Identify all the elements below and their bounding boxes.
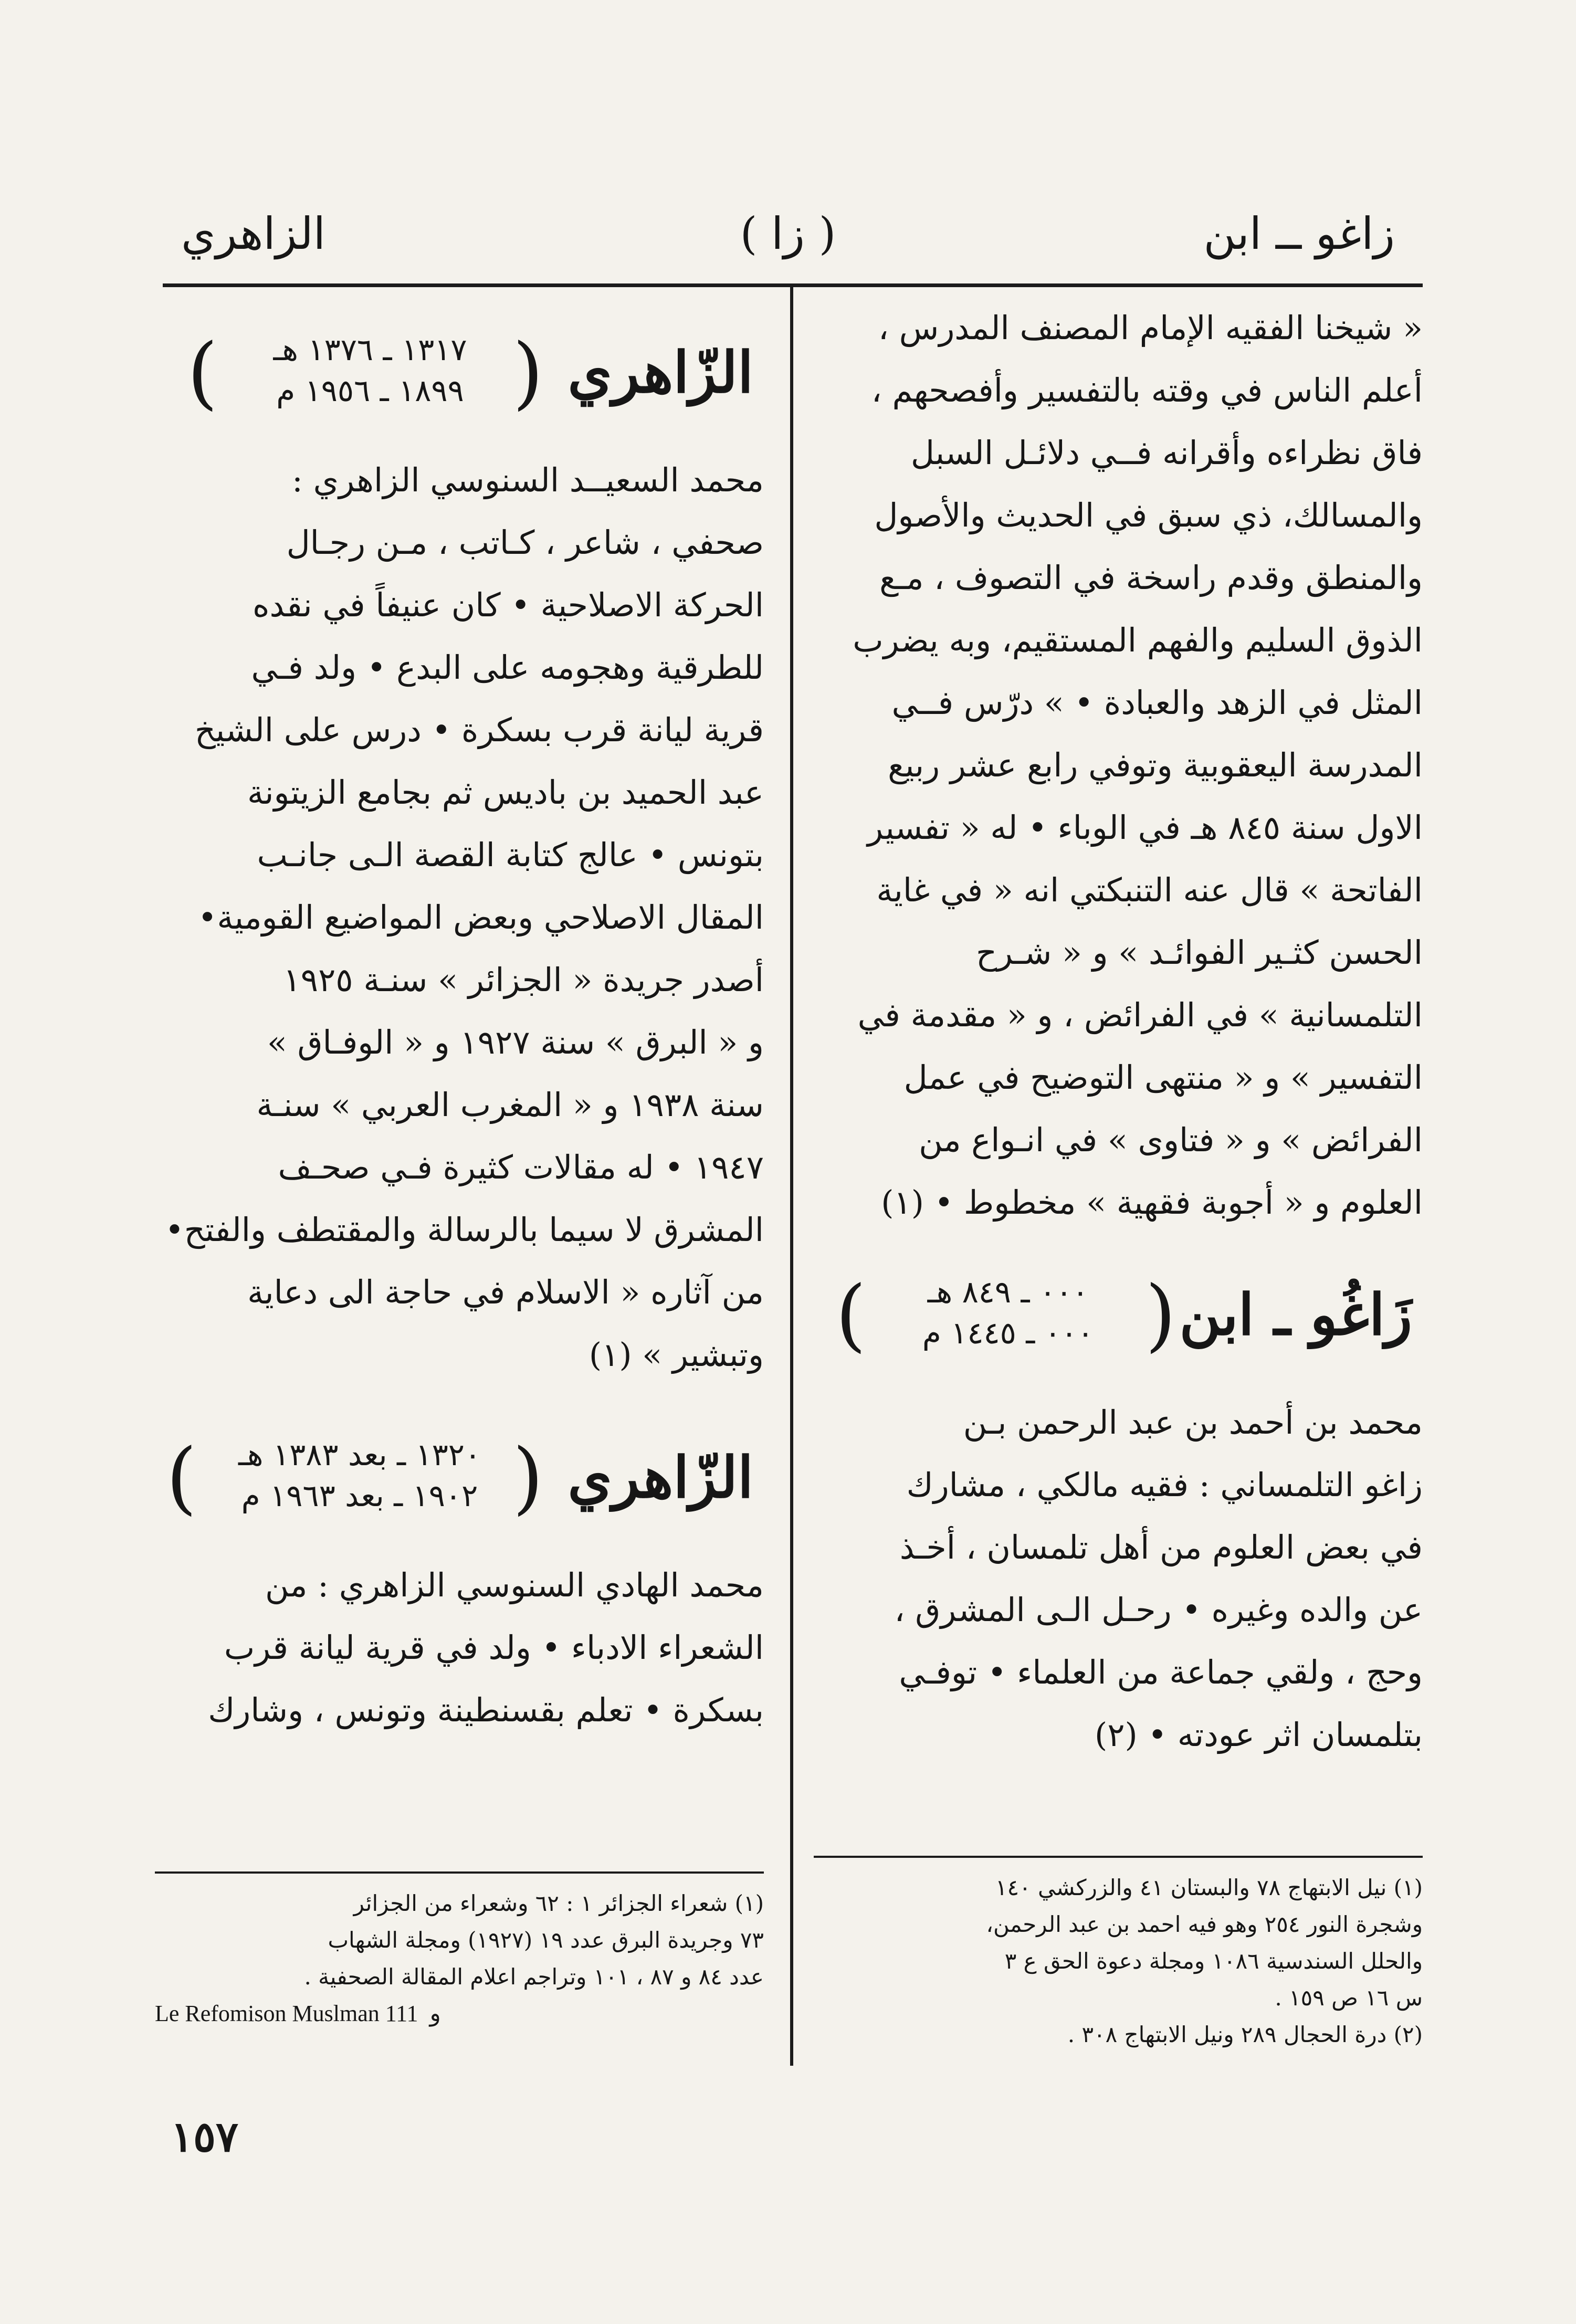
entry-dates	[202, 1434, 517, 1516]
text-line: المشرق لا سيما بالرسالة والمقتطف والفتح•	[165, 1211, 764, 1249]
entry-name: الزّاهري	[568, 1445, 753, 1511]
footnote-latin-line	[155, 1995, 764, 2032]
text-line: محمد السعيــد السنوسي الزاهري :	[291, 461, 764, 499]
text-line: « شيخنا الفقيه الإمام المصنف المدرس ،	[878, 309, 1423, 347]
text-line: فاق نظراءه وأقرانه فــي دلائـل السبل	[910, 434, 1423, 472]
close-bracket: )	[835, 1269, 866, 1361]
dates-gregorian: ١٩٠٢ ـ بعد ١٩٦٣ م	[241, 1478, 478, 1513]
entry-dates	[871, 1271, 1144, 1353]
text-line: والمسالك، ذي سبق في الحديث والأصول	[874, 496, 1423, 534]
text-line: ١٩٤٧ • له مقالات كثيرة فـي صحـف	[278, 1148, 764, 1186]
text-line: محمد بن أحمد بن عبد الرحمن بـن	[963, 1403, 1423, 1442]
footnote-latin-prefix: و	[429, 2001, 441, 2026]
text-line: التلمسانية » في الفرائض ، و « مقدمة في	[857, 996, 1423, 1034]
entry-body-zahiri-2	[155, 1554, 764, 1741]
text-line: الحسن كثـير الفوائـد » و « شـرح	[975, 933, 1423, 972]
close-bracket: )	[166, 1432, 197, 1523]
running-head-center: ( زا )	[740, 208, 836, 259]
text-line: محمد الهادي السنوسي الزاهري : من	[265, 1566, 764, 1604]
text-line: الاول سنة ٨٤٥ هـ في الوباء • له « تفسير	[867, 808, 1423, 847]
text-line: قرية ليانة قرب بسكرة • درس على الشيخ	[194, 711, 764, 749]
text-line: عن والده وغيره • رحـل الـى المشرق ،	[894, 1591, 1423, 1629]
text-line: بسكرة • تعلم بقسنطينة وتونس ، وشارك	[208, 1691, 764, 1729]
text-line: بتلمسان اثر عودته • (٢)	[1095, 1716, 1423, 1754]
open-bracket: (	[512, 327, 543, 418]
text-line: و « البرق » سنة ١٩٢٧ و « الوفـاق »	[267, 1023, 764, 1061]
text-line: المدرسة اليعقوبية وتوفي رابع عشر ربيع	[888, 746, 1423, 784]
entry-heading-zaghu	[814, 1255, 1423, 1375]
footnote-line: س ١٦ ص ١٥٩ .	[1275, 1985, 1423, 2011]
text-line: من آثاره « الاسلام في حاجة الى دعاية	[247, 1273, 764, 1311]
right-footnotes	[814, 1856, 1423, 2053]
text-line: الفرائض » و « فتاوى » في انـواع من	[919, 1121, 1423, 1159]
dates-gregorian: ٠٠٠ ـ ١٤٤٥ م	[922, 1315, 1094, 1351]
text-line: المقال الاصلاحي وبعض المواضيع القومية•	[197, 898, 764, 937]
left-column	[155, 297, 764, 1741]
text-line: العلوم و « أجوبة فقهية » مخطوط • (١)	[881, 1183, 1423, 1222]
text-line: عبد الحميد بن باديس ثم بجامع الزيتونة	[247, 773, 764, 812]
running-head-left: الزاهري	[181, 208, 326, 259]
footnote-latin-title: Le Refomison Muslman 111	[155, 2001, 418, 2026]
text-line: وتبشير » (١)	[589, 1335, 764, 1374]
text-line: للطرقية وهجومه على البدع • ولد فـي	[251, 648, 764, 687]
text-line: والمنطق وقدم راسخة في التصوف ، مـع	[879, 559, 1423, 597]
text-line: المثل في الزهد والعبادة • » درّس فــي	[891, 683, 1423, 722]
text-line: الحركة الاصلاحية • كان عنيفاً في نقده	[253, 586, 764, 624]
entry-dates	[223, 329, 517, 411]
intro-paragraph	[814, 297, 1423, 1234]
dates-hijri: ٠٠٠ ـ ٨٤٩ هـ	[927, 1274, 1089, 1310]
entry-heading-zahiri-1	[155, 312, 764, 433]
dates-gregorian: ١٨٩٩ ـ ١٩٥٦ م	[276, 373, 464, 408]
footnote-line: وشجرة النور ٢٥٤ وهو فيه احمد بن عبد الرحمن،	[986, 1911, 1423, 1937]
text-line: الشعراء الادباء • ولد في قرية ليانة قرب	[224, 1628, 764, 1667]
entry-body-zahiri-1	[155, 449, 764, 1386]
footnote-line: عدد ٨٤ و ٨٧ ، ١٠١ وتراجم اعلام المقالة الصحفية .	[304, 1964, 764, 1990]
footnote-rule	[155, 1871, 764, 1874]
text-line: في بعض العلوم من أهل تلمسان ، أخـذ	[899, 1528, 1423, 1566]
close-bracket: )	[187, 327, 218, 418]
text-line: أعلم الناس في وقته بالتفسير وأفصحهم ،	[871, 371, 1423, 409]
entry-name: زَاغُو ـ ابن	[1179, 1282, 1412, 1348]
text-line: سنة ١٩٣٨ و « المغرب العربي » سنـة	[256, 1086, 764, 1124]
footnote-rule	[814, 1856, 1423, 1858]
footnote-line: (١) شعراء الجزائر ١ : ٦٢ وشعراء من الجزائر	[353, 1890, 764, 1916]
text-line: صحفي ، شاعر ، كـاتب ، مـن رجـال	[286, 523, 764, 562]
text-line: الفاتحة » قال عنه التنبكتي انه « في غاية	[876, 871, 1423, 909]
footnote-line: (٢) درة الحجال ٢٨٩ ونيل الابتهاج ٣٠٨ .	[1067, 2022, 1423, 2047]
open-bracket: (	[512, 1432, 543, 1523]
running-head-right: زاغو ــ ابن	[1203, 208, 1395, 259]
entry-body-zaghu	[814, 1391, 1423, 1766]
entry-name: الزّاهري	[568, 340, 753, 406]
page-number: ١٥٧	[171, 2112, 238, 2161]
entry-heading-zahiri-2	[155, 1417, 764, 1538]
text-line: زاغو التلمساني : فقيه مالكي ، مشارك	[906, 1466, 1423, 1504]
text-line: أصدر جريدة « الجزائر » سنـة ١٩٢٥	[283, 961, 764, 999]
column-divider	[790, 286, 793, 2066]
right-column	[814, 297, 1423, 1766]
left-footnotes	[155, 1871, 764, 2032]
dates-hijri: ١٣١٧ ـ ١٣٧٦ هـ	[273, 332, 467, 367]
footnote-line: (١) نيل الابتهاج ٧٨ والبستان ٤١ والزركشي ١٤٠	[995, 1875, 1423, 1900]
text-line: وحج ، ولقي جماعة من العلماء • توفـي	[899, 1653, 1423, 1691]
footnote-line: والحلل السندسية ١٠٨٦ ومجلة دعوة الحق ع ٣	[1004, 1948, 1423, 1974]
text-line: التفسير » و « منتهى التوضيح في عمل	[903, 1058, 1423, 1097]
dates-hijri: ١٣٢٠ ـ بعد ١٣٨٣ هـ	[238, 1437, 481, 1473]
footnote-line: ٧٣ وجريدة البرق عدد ١٩ (١٩٢٧) ومجلة الشهاب	[328, 1927, 764, 1953]
text-line: بتونس • عالج كتابة القصة الـى جانـب	[257, 836, 764, 874]
open-bracket: (	[1145, 1269, 1176, 1361]
text-line: الذوق السليم والفهم المستقيم، وبه يضرب	[853, 621, 1423, 659]
